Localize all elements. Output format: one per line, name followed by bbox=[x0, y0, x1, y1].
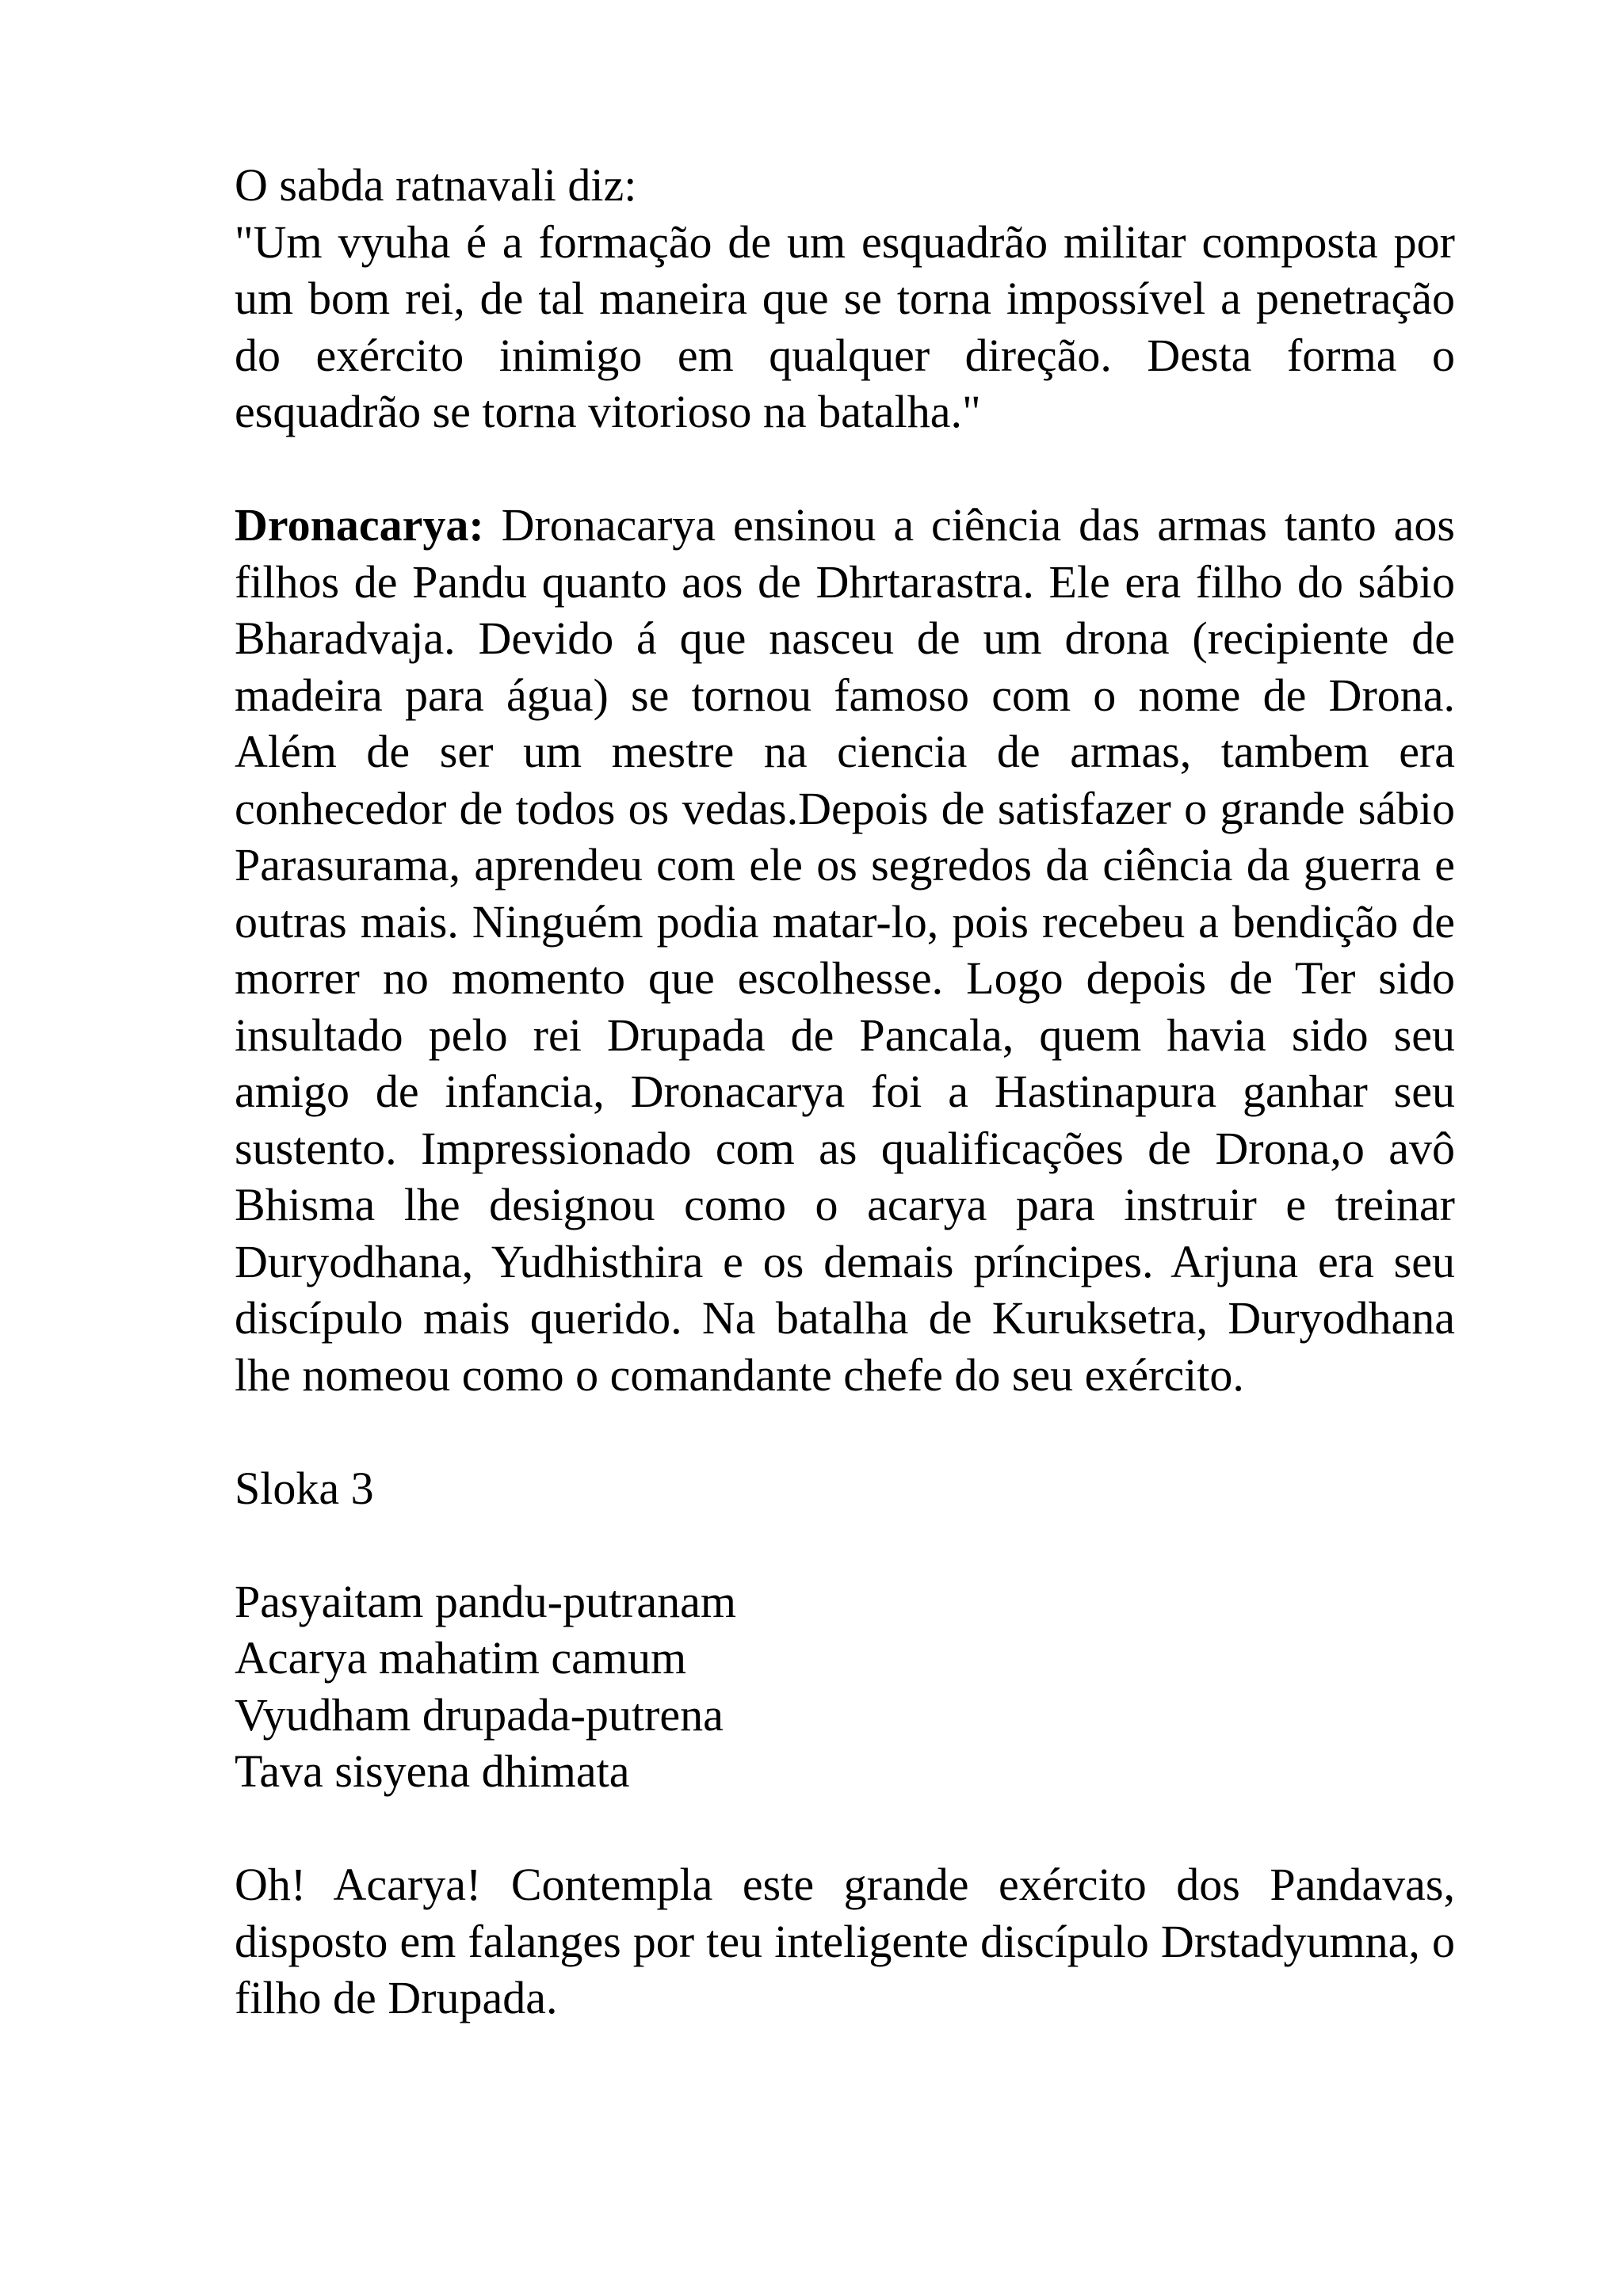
intro-quote: "Um vyuha é a formação de um esquadrão militar composta por um bom rei, de tal maneira que se torna impossível a penetração do exército inimigo em qualquer direção. Desta forma o esquadrão se torna vitorioso na batalha." bbox=[235, 215, 1455, 437]
spacer bbox=[235, 1403, 1455, 1460]
spacer bbox=[235, 1516, 1455, 1573]
verse-line: Pasyaitam pandu-putranam bbox=[235, 1575, 736, 1627]
sloka-title: Sloka 3 bbox=[235, 1462, 374, 1514]
dronacarya-paragraph bbox=[235, 497, 1455, 1403]
page-content bbox=[235, 157, 1455, 2027]
sloka-verse bbox=[235, 1573, 1455, 1800]
spacer bbox=[235, 441, 1455, 498]
verse-line: Tava sisyena dhimata bbox=[235, 1745, 630, 1797]
sloka-translation: Oh! Acarya! Contempla este grande exército dos Pandavas, disposto em falanges por teu inteligente discípulo Drstadyumna, o filho de Drupada. bbox=[235, 1859, 1455, 2023]
dronacarya-term: Dronacarya: bbox=[235, 499, 484, 551]
dronacarya-text: Dronacarya ensinou a ciência das armas tanto aos filhos de Pandu quanto aos de Dhrtarastra. Ele era filho do sábio Bharadvaja. Devido á que nasceu de um drona (recipiente de madeira para água) se tornou famoso com o nome de Drona. Além de ser um mestre na ciencia de armas, tambem era conhecedor de todos os vedas.Depois de satisfazer o grande sábio Parasurama, aprendeu com ele os segredos da ciência da guerra e outras mais. Ninguém podia matar-lo, pois recebeu a bendição de morrer no momento que escolhesse. Logo depois de Ter sido insultado pelo rei Drupada de Pancala, quem havia sido seu amigo de infancia, Dronacarya foi a Hastinapura ganhar seu sustento. Impressionado com as qualificações de Drona,o avô Bhisma lhe designou como o acarya para instruir e treinar Duryodhana, Yudhisthira e os demais príncipes. Arjuna era seu discípulo mais querido. Na batalha de Kuruksetra, Duryodhana lhe nomeou como o comandante chefe do seu exército. bbox=[235, 499, 1455, 1401]
spacer bbox=[235, 1800, 1455, 1857]
verse-line: Acarya mahatim camum bbox=[235, 1632, 687, 1684]
intro-heading: O sabda ratnavali diz: bbox=[235, 159, 637, 211]
verse-line: Vyudham drupada-putrena bbox=[235, 1688, 724, 1741]
